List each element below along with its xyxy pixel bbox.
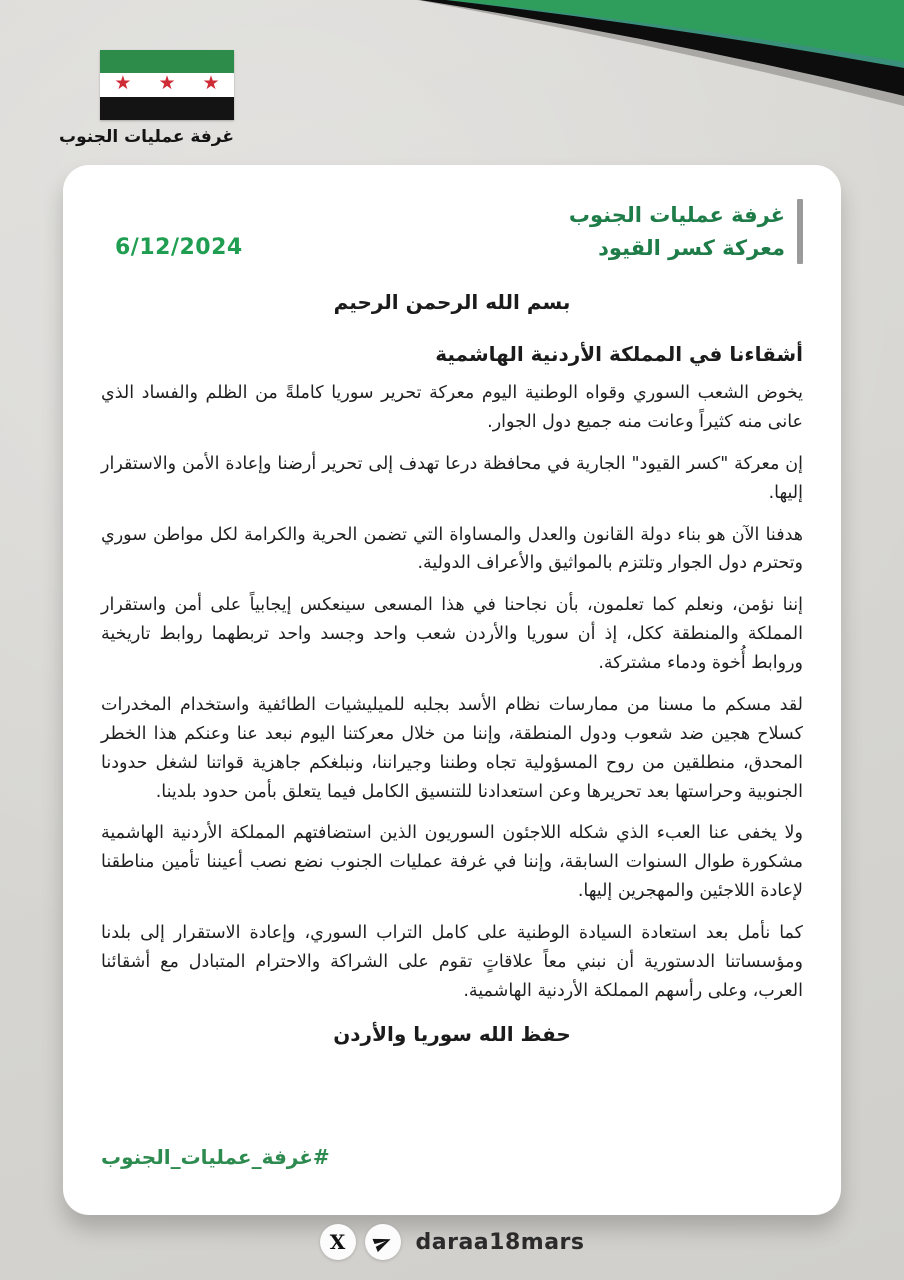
battle-name: معركة كسر القيود — [598, 235, 785, 260]
paragraph: كما نأمل بعد استعادة السيادة الوطنية على كامل التراب السوري، وإعادة الاستقرار إلى بلدنا ومؤسساتنا الدستورية أن نبني معاً علاقاتٍ تقوم على الشراكة والاحترام المتبادل مع أشقائنا العرب، وعلى رأسهم المملكة الأردنية الهاشمية. — [101, 923, 803, 1001]
paragraph: ولا يخفى عنا العبء الذي شكله اللاجئون السوريون الذين استضافتهم المملكة الأردنية الهاشمية مشكورة طوال السنوات السابقة، وإننا في غرفة عمليات الجنوب نضع نصب أعيننا تأمين مناطقنا لإعادة اللاجئين والمهجرين إليها. — [101, 823, 803, 902]
logo-caption: غرفة عمليات الجنوب — [59, 127, 234, 147]
x-icon[interactable]: X — [320, 1224, 356, 1260]
social-footer — [0, 1224, 904, 1260]
paragraph: إن معركة "كسر القيود" الجارية في محافظة درعا تهدف إلى تحرير أرضنا وإعادة الأمن والاستقرار إليها. — [101, 453, 803, 503]
salutation-line: أشقاءنا في المملكة الأردنية الهاشمية — [435, 342, 803, 367]
flag-white-stripe — [100, 73, 234, 96]
paragraph: هدفنا الآن هو بناء دولة القانون والعدل والمساواة التي تضمن الحرية والكرامة لكل مواطن سوري وتحترم دول الجوار وتلتزم بالمواثيق والأعراف الدولية. — [101, 524, 803, 574]
closing-line: حفظ الله سوريا والأردن — [333, 1021, 571, 1046]
bismillah-line: بسم الله الرحمن الرحيم — [333, 290, 571, 315]
flag-star-icon: ★ — [114, 72, 132, 95]
org-name: غرفة عمليات الجنوب — [568, 203, 785, 227]
flag-green-stripe — [100, 50, 234, 73]
hashtag: #غرفة_عمليات_الجنوب — [101, 1145, 330, 1169]
statement-date: 6/12/2024 — [115, 235, 243, 261]
statement-card — [63, 165, 841, 1215]
flag-star-icon: ★ — [202, 72, 220, 95]
statement-body — [101, 379, 803, 1006]
statement-title-block — [559, 199, 803, 264]
statement-header — [101, 199, 803, 264]
paragraph: لقد مسكم ما مسنا من ممارسات نظام الأسد بجلبه للميليشيات الطائفية واستخدام المخدرات كسلاح هجين ضد شعوب ودول المنطقة، وإننا من خلال معركتنا اليوم نبعد عنا وعنكم هذا الخطر المحدق، منطلقين من روح المسؤولية تجاه وطننا وجيراننا، ونبلغكم جاهزية قواتنا لشغل حدودنا الجنوبية وحراستها بعد تحريرها وعن استعدادنا للتنسيق الكامل فيما يتعلق بأمن حدود بلدينا. — [101, 694, 803, 802]
header-accent-bar — [797, 199, 803, 264]
org-logo — [59, 50, 234, 147]
social-handle: daraa18mars — [415, 1229, 585, 1255]
paragraph: إننا نؤمن، ونعلم كما تعلمون، بأن نجاحنا في هذا المسعى سينعكس إيجابياً على أمن واستقرار المملكة والمنطقة ككل، إذ أن سوريا والأردن شعب واحد وجسد واحد تربطهما روابط تاريخية وروابط أُخوة ودماء مشتركة. — [101, 595, 803, 674]
telegram-icon[interactable] — [365, 1224, 401, 1260]
syrian-revolution-flag-icon — [100, 50, 234, 120]
flag-star-icon: ★ — [158, 72, 176, 95]
flag-black-stripe — [100, 97, 234, 120]
statement-title — [559, 199, 797, 264]
paragraph: يخوض الشعب السوري وقواه الوطنية اليوم معركة تحرير سوريا كاملةً من الظلم والفساد الذي عانى منه كثيراً وعانت منه جميع دول الجوار. — [101, 383, 803, 432]
